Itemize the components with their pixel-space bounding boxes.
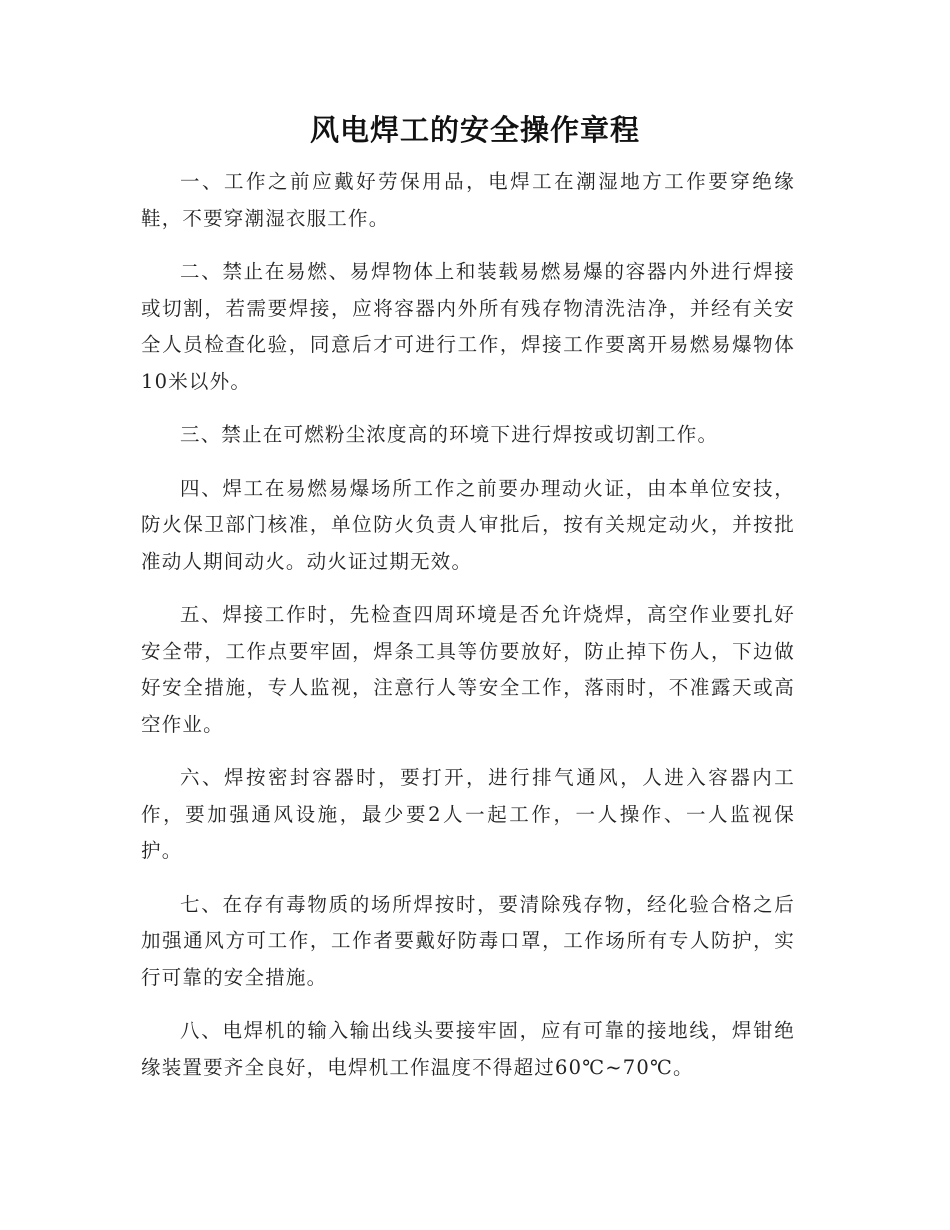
document-body xyxy=(141,164,795,1103)
paragraph-3: 三、禁止在可燃粉尘浓度高的环境下进行焊按或切割工作。 xyxy=(180,423,719,446)
paragraph-5: 五、焊接工作时，先检查四周环境是否允许烧焊，高空作业要扎好安全带，工作点要牢固，焊条工具等仿要放好，防止掉下伤人，下边做好安全措施，专人监视，注意行人等安全工作，落雨时，不准露天或高空作业。 xyxy=(141,603,795,736)
paragraph-8: 八、电焊机的输入输出线头要接牢固，应有可靠的接地线，焊钳绝缘装置要齐全良好，电焊机工作温度不得超过60℃~70℃。 xyxy=(141,1019,795,1079)
document-title: 风电焊工的安全操作章程 xyxy=(309,113,640,147)
paragraph-6: 六、焊按密封容器时，要打开，进行排气通风，人进入容器内工作，要加强通风设施，最少要2人一起工作，一人操作、一人监视保护。 xyxy=(141,766,795,862)
paragraph-1: 一、工作之前应戴好劳保用品，电焊工在潮湿地方工作要穿绝缘鞋，不要穿潮湿衣服工作。 xyxy=(141,170,795,230)
paragraph-7: 七、在存有毒物质的场所焊按时，要清除残存物，经化验合格之后加强通风方可工作，工作者要戴好防毒口罩，工作场所有专人防护，实行可靠的安全措施。 xyxy=(141,892,795,989)
paragraph-4: 四、焊工在易燃易爆场所工作之前要办理动火证，由本单位安技，防火保卫部门核准，单位防火负责人审批后，按有关规定动火，并按批准动人期间动火。动火证过期无效。 xyxy=(141,476,795,573)
paragraph-2: 二、禁止在易燃、易焊物体上和装载易燃易爆的容器内外进行焊接或切割，若需要焊接，应将容器内外所有残存物清洗洁净，并经有关安全人员检查化验，同意后才可进行工作，焊接工作要离开易燃易爆物体10米以外。 xyxy=(141,260,795,393)
